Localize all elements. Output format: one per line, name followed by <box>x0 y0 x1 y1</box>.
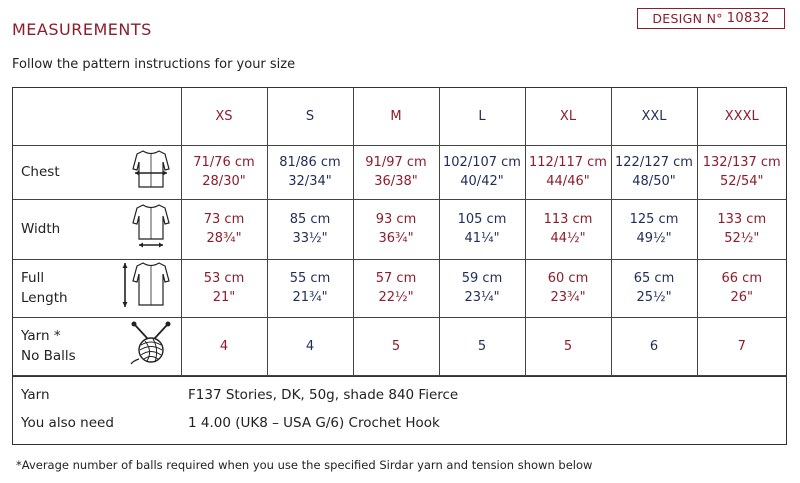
subtitle: Follow the pattern instructions for your size <box>12 57 296 72</box>
measure-cell: 133 cm 52½" <box>697 199 786 259</box>
size-header: XXL <box>611 88 697 145</box>
balls-cell: 5 <box>353 317 439 375</box>
size-header: L <box>439 88 525 145</box>
corner-cell <box>13 88 181 145</box>
measure-cell: 55 cm 21¾" <box>267 259 353 317</box>
width-label: Width <box>21 221 61 237</box>
measure-cell: 105 cm 41¼" <box>439 199 525 259</box>
length-row <box>13 259 786 317</box>
size-header: XL <box>525 88 611 145</box>
measure-cell: 122/127 cm 48/50" <box>611 145 697 199</box>
measure-cell: 71/76 cm 28/30" <box>181 145 267 199</box>
yarn-value: F137 Stories, DK, 50g, shade 840 Fierce <box>188 386 459 403</box>
width-row <box>13 199 786 259</box>
measure-cell: 112/117 cm 44/46" <box>525 145 611 199</box>
yarn-label: Yarn <box>21 386 50 403</box>
chest-row <box>13 145 786 199</box>
design-number-box <box>637 8 785 29</box>
design-number: 10832 <box>726 11 770 26</box>
also-need-label: You also need <box>21 414 114 431</box>
measure-cell: 81/86 cm 32/34" <box>267 145 353 199</box>
balls-cell: 6 <box>611 317 697 375</box>
measure-cell: 93 cm 36¾" <box>353 199 439 259</box>
chest-label-cell <box>13 145 181 199</box>
size-header: M <box>353 88 439 145</box>
yarn-ball-needles-icon <box>129 321 173 371</box>
measure-cell: 57 cm 22½" <box>353 259 439 317</box>
balls-cell: 4 <box>181 317 267 375</box>
size-header: XXXL <box>697 88 786 145</box>
also-need-value: 1 4.00 (UK8 – USA G/6) Crochet Hook <box>188 414 440 431</box>
balls-label-cell <box>13 317 181 375</box>
measure-cell: 53 cm 21" <box>181 259 267 317</box>
chest-label: Chest <box>21 164 60 180</box>
length-label: Full Length <box>21 270 68 306</box>
sweater-length-icon <box>119 259 173 317</box>
balls-row <box>13 317 786 375</box>
balls-label: Yarn * No Balls <box>21 328 76 364</box>
materials-section <box>13 376 786 444</box>
measure-cell: 113 cm 44½" <box>525 199 611 259</box>
measure-cell: 91/97 cm 36/38" <box>353 145 439 199</box>
page-title: MEASUREMENTS <box>12 20 152 39</box>
sweater-chest-icon <box>129 147 173 197</box>
measure-cell: 102/107 cm 40/42" <box>439 145 525 199</box>
length-label-cell <box>13 259 181 317</box>
size-header: S <box>267 88 353 145</box>
measure-cell: 60 cm 23¾" <box>525 259 611 317</box>
width-label-cell <box>13 199 181 259</box>
sizes-table <box>13 88 786 376</box>
measure-cell: 85 cm 33½" <box>267 199 353 259</box>
balls-cell: 5 <box>525 317 611 375</box>
balls-cell: 7 <box>697 317 786 375</box>
balls-cell: 4 <box>267 317 353 375</box>
measure-cell: 65 cm 25½" <box>611 259 697 317</box>
size-header: XS <box>181 88 267 145</box>
measure-cell: 59 cm 23¼" <box>439 259 525 317</box>
measure-cell: 125 cm 49½" <box>611 199 697 259</box>
design-label: DESIGN N° <box>652 11 723 26</box>
footnote: *Average number of balls required when you use the specified Sirdar yarn and tension shown below <box>16 458 593 472</box>
measure-cell: 132/137 cm 52/54" <box>697 145 786 199</box>
measurements-grid <box>12 87 787 445</box>
size-header-row <box>13 88 786 145</box>
sweater-width-icon <box>129 201 173 257</box>
measure-cell: 73 cm 28¾" <box>181 199 267 259</box>
balls-cell: 5 <box>439 317 525 375</box>
measure-cell: 66 cm 26" <box>697 259 786 317</box>
